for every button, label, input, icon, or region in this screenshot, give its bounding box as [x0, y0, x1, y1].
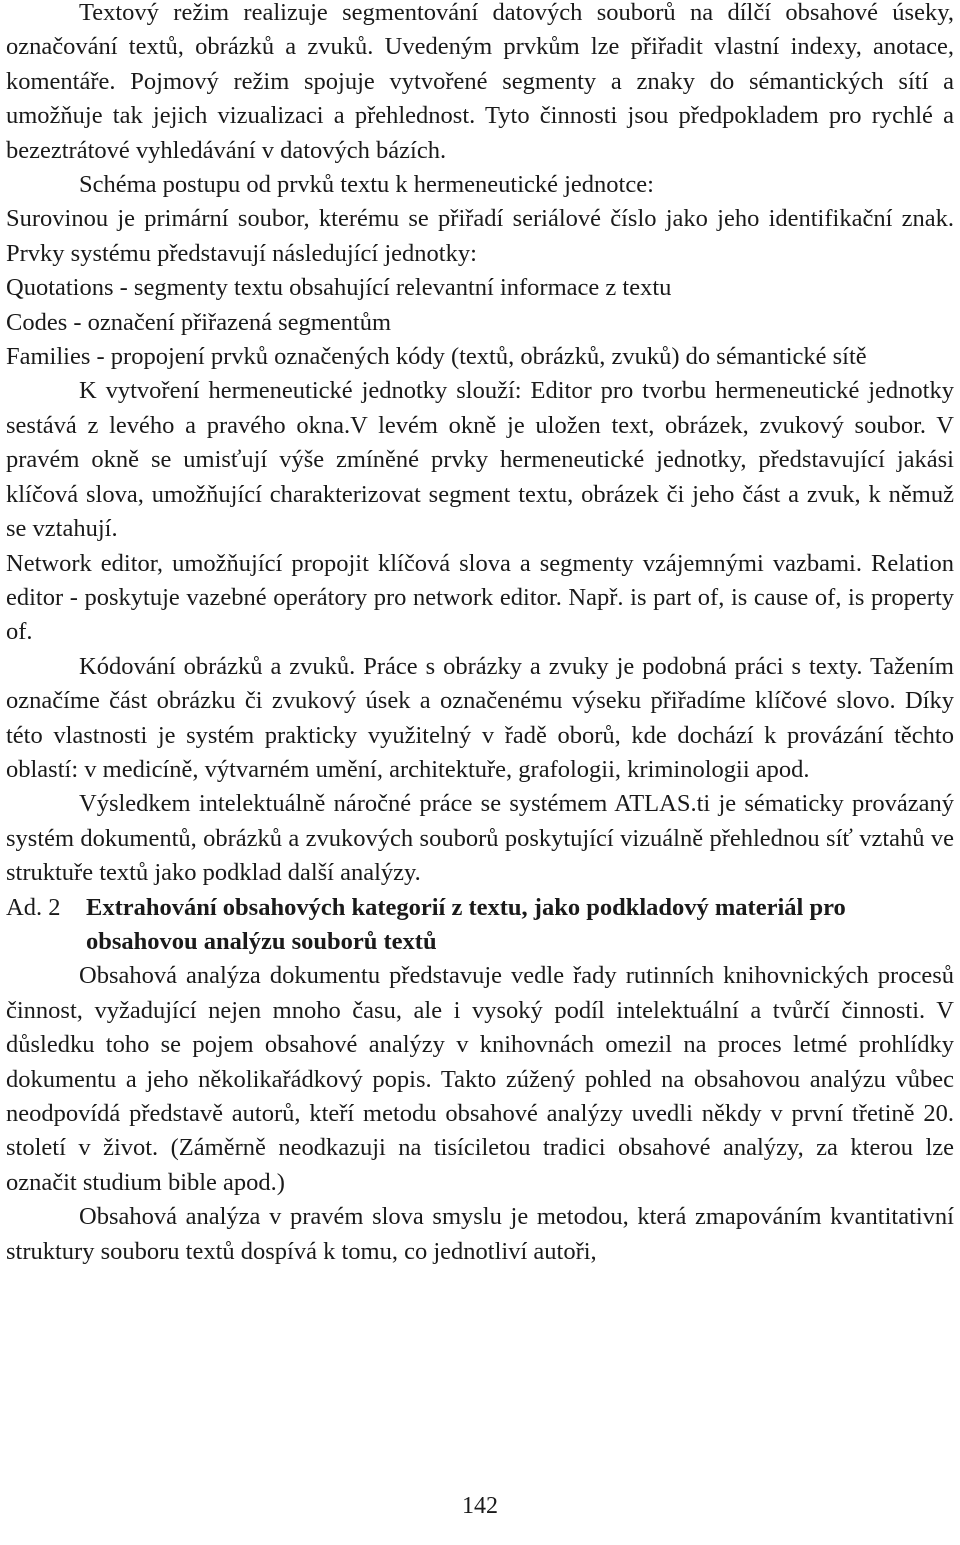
paragraph-content-analysis: Obsahová analýza dokumentu představuje vedle řady rutinních knihovnických procesů činnost, vyžadující nejen mnoho času, ale i vysoký podíl intelektuální a tvůrčí činnosti. V důsledku toho se pojem obsahové analýzy v knihovnách omezil na proces letmé prohlídky dokumentu a jeho několikařádkový popis. Takto zúžený pohled na obsahovou analýzu vůbec neodpovídá představě autorů, kteří metodu obsahové analýzy uvedli někdy v první třetině 20. století v život. (Záměrně neodkazuji na tisíciletou tradici obsahové analýzy, za kterou lze označit studium bible apod.): [6, 962, 954, 1196]
paragraph-content-analysis-method: Obsahová analýza v pravém slova smyslu je metodou, která zmapováním kvantitativní struktury souboru textů dospívá k tomu, co jednotliví autoři,: [6, 1203, 954, 1265]
paragraph-families: Families - propojení prvků označených kódy (textů, obrázků, zvuků) do sémantické sítě: [6, 343, 867, 371]
section-title: Extrahování obsahových kategorií z textu, jako podkladový materiál pro obsahovou analýzu souborů textů: [86, 893, 846, 955]
paragraph-codes: Codes - označení přiřazená segmentům: [6, 308, 392, 336]
paragraph-image-sound-coding: Kódování obrázků a zvuků. Práce s obrázky a zvuky je podobná práci s texty. Tažením označíme část obrázku či zvukový úsek a označenému výseku přiřadíme klíčové slovo. Díky této vlastnosti je systém prakticky využitelný v řadě oborů, kde dochází k provázání těchto oblastí: v medicíně, výtvarném umění, architektuře, grafologii, kriminologii apod.: [6, 652, 954, 783]
paragraph-raw-material: Surovinou je primární soubor, kterému se přiřadí seriálové číslo jako jeho identifikační znak. Prvky systému představují následující jednotky:: [6, 205, 954, 267]
paragraph-text-mode: Textový režim realizuje segmentování datových souborů na dílčí obsahové úseky, označování textů, obrázků a zvuků. Uvedeným prvkům lze přiřadit vlastní indexy, anotace, komentáře. Pojmový režim spojuje vytvořené segmenty a znaky do sémantických sítí a umožňuje tak jejich vizualizaci a přehlednost. Tyto činnosti jsou předpokladem pro rychlé a bezeztrátové vyhledávání v datových bázích.: [6, 0, 954, 164]
paragraph-network-editor: Network editor, umožňující propojit klíčová slova a segmenty vzájemnými vazbami. Relation editor - poskytuje vazebné operátory pro network editor. Např. is part of, is cause of, is property of.: [6, 549, 954, 646]
paragraph-atlas-result: Výsledkem intelektuálně náročné práce se systémem ATLAS.ti je sématicky provázaný systém dokumentů, obrázků a zvukových souborů poskytující vizuálně přehlednou síť vztahů ve struktuře textů jako podklad další analýzy.: [6, 790, 954, 887]
page-number: 142: [462, 1493, 498, 1519]
paragraph-quotations: Quotations - segmenty textu obsahující relevantní informace z textu: [6, 274, 672, 302]
paragraph-hermeneutic-unit: K vytvoření hermeneutické jednotky slouží: Editor pro tvorbu hermeneutické jednotky sestává z levého a pravého okna.V levém okně je uložen text, obrázek, zvukový soubor. V pravém okně se umisťují výše zmíněné prvky hermeneutické jednotky, představující jakási klíčová slova, umožňující charakterizovat segment textu, obrázek či jeho část a zvuk, k němuž se vztahují.: [6, 377, 954, 543]
section-number: Ad. 2: [6, 893, 61, 921]
document-page: [6, 0, 954, 1269]
paragraph-schema-intro: Schéma postupu od prvků textu k hermeneutické jednotce:: [79, 171, 654, 199]
section-heading: [6, 891, 954, 960]
